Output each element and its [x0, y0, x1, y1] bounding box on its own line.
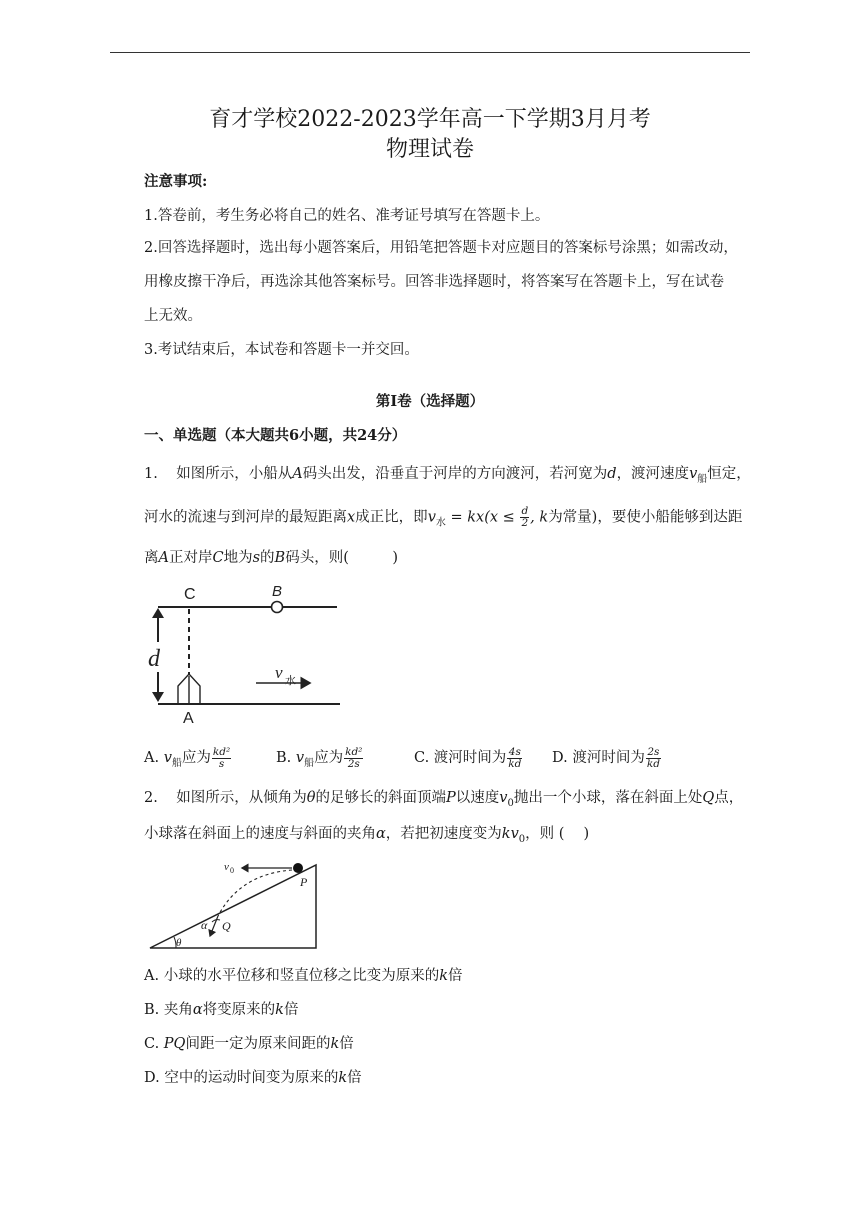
q2-var-theta: θ [306, 790, 316, 806]
q2-var-v: v [499, 790, 508, 806]
option-letter: D. [144, 1070, 160, 1086]
notice-item-3: 3.考试结束后，本试卷和答题卡一并交回。 [144, 342, 419, 358]
q1-figure [140, 582, 350, 727]
option-sub: 船 [171, 757, 182, 769]
q2-line-1 [144, 788, 754, 814]
option-text: 倍 [448, 968, 463, 984]
q1-var-s: s [252, 550, 261, 566]
option-var: α [192, 1002, 203, 1018]
fraction-numerator: kd² [345, 745, 363, 758]
option-var: PQ [163, 1036, 186, 1052]
part-title: 第I卷（选择题） [375, 393, 485, 410]
option-text: 小球的水平位移和竖直位移之比变为原来的 [163, 968, 440, 984]
q2-var-Q: Q [702, 790, 715, 806]
option-letter: B. [276, 750, 292, 766]
q2-var-P: P [446, 790, 456, 806]
label-v0-sub: 0 [230, 866, 234, 875]
q1-option-D[interactable] [552, 744, 662, 772]
q1-var-v: v [427, 509, 436, 526]
option-letter: C. [144, 1036, 160, 1052]
q1-text: 码头出发，沿垂直于河岸的方向渡河，若河宽为 [302, 466, 608, 482]
q1-text: 如图所示，小船从 [176, 466, 293, 482]
q1-var-B: B [274, 550, 286, 566]
fraction-numerator: d [521, 505, 529, 517]
q1-text: 正对岸 [168, 550, 213, 566]
option-var: k [275, 1002, 284, 1018]
label-Q: Q [222, 919, 231, 933]
option-letter: A. [144, 968, 160, 984]
q2-var-kv: kv [501, 826, 519, 842]
q1-var-C: C [212, 550, 224, 566]
option-text: 将变原来的 [202, 1002, 276, 1018]
q1-text: 恒定， [707, 466, 751, 482]
fraction-denominator: kd [508, 757, 522, 770]
option-text: 倍 [347, 1070, 362, 1086]
option-letter: B. [144, 1002, 160, 1018]
q1-sub: 水 [435, 517, 446, 529]
dock-B-marker [272, 602, 283, 613]
option-var: k [330, 1036, 340, 1052]
q2-sub: 0 [518, 833, 526, 845]
fraction-denominator: kd [646, 757, 660, 770]
q1-option-A[interactable] [144, 744, 232, 778]
label-d: d [148, 646, 160, 672]
q1-formula: = kx(x ≤ [445, 509, 520, 526]
option-text: 倍 [339, 1036, 354, 1052]
option-letter: C. [414, 750, 430, 766]
option-text: 渡河时间为 [433, 750, 507, 766]
q1-text: 离 [144, 550, 159, 566]
notice-item-2-line-2: 用橡皮擦干净后，再选涂其他答案标号。回答非选择题时，将答案写在答题卡上，写在试卷 [144, 274, 724, 290]
q1-line-1 [144, 464, 754, 490]
q1-text: 的 [260, 550, 275, 566]
q1-formula: , k [530, 509, 549, 526]
q1-text: 地为 [223, 550, 253, 566]
q1-var-A: A [158, 550, 169, 566]
exam-title: 育才学校2022-2023学年高一下学期3月月考 [209, 107, 651, 132]
q1-number: 1. [144, 466, 158, 482]
q2-option-A[interactable] [144, 966, 754, 986]
q2-text: 小球落在斜面上的速度与斜面的夹角 [144, 826, 376, 842]
q2-text: 点， [714, 790, 744, 806]
option-text: 倍 [283, 1002, 299, 1018]
option-fraction [507, 747, 522, 770]
option-text: 夹角 [163, 1002, 193, 1018]
option-fraction [646, 747, 661, 770]
option-text: 空中的运动时间变为原来的 [164, 1070, 339, 1086]
q1-line-2 [144, 506, 754, 533]
header-rule [110, 52, 750, 53]
q1-text: 为常量)，要使小船能够到达距 [548, 509, 743, 526]
q2-option-B[interactable] [144, 1000, 754, 1020]
q1-option-C[interactable] [414, 744, 523, 772]
q2-var-alpha: α [376, 826, 386, 842]
q1-var-d: d [607, 466, 617, 482]
option-letter: D. [552, 750, 568, 766]
notice-heading: 注意事项: [144, 173, 208, 190]
q2-figure [140, 852, 330, 954]
label-B: B [272, 583, 283, 600]
q1-text: 成正比，即 [355, 509, 428, 526]
ball-icon [293, 863, 303, 873]
q2-number: 2. [144, 790, 158, 806]
q2-text: 的足够长的斜面顶端 [315, 790, 447, 806]
q1-text: 河水的流速与到河岸的最短距离 [144, 509, 347, 526]
q2-sub: 0 [507, 797, 514, 809]
q1-fraction [520, 506, 529, 529]
fraction-denominator: 2 [521, 517, 529, 529]
q1-text: ，渡河速度 [616, 466, 690, 482]
label-A: A [183, 710, 194, 727]
q2-option-C[interactable] [144, 1034, 754, 1054]
q2-text: 抛出一个小球，落在斜面上处 [513, 790, 703, 806]
fraction-numerator: 4s [508, 745, 521, 758]
notice-item-2-line-1: 2.回答选择题时，选出每小题答案后，用铅笔把答题卡对应题目的答案标号涂黑；如需改动， [144, 240, 738, 256]
fraction-denominator: s [218, 757, 225, 770]
q2-text: 以速度 [455, 790, 500, 806]
fraction-denominator: 2s [347, 757, 360, 770]
q2-text: 如图所示，从倾角为 [176, 790, 307, 806]
option-sub: 船 [304, 757, 315, 769]
q1-option-B[interactable] [276, 744, 364, 778]
option-var: k [439, 968, 448, 984]
q1-line-3 [144, 548, 754, 568]
option-var: v [163, 750, 172, 766]
width-arrow-up-head [152, 608, 164, 618]
option-fraction [344, 747, 363, 770]
fraction-numerator: 2s [647, 745, 660, 758]
label-P: P [300, 875, 308, 889]
option-var: k [338, 1070, 348, 1086]
option-letter: A. [144, 750, 160, 766]
label-theta: θ [176, 937, 182, 949]
option-text: 应为 [314, 750, 344, 766]
fraction-numerator: kd² [212, 745, 231, 758]
landing-velocity-arrow [210, 916, 218, 936]
q1-text: 码头，则( ) [285, 550, 399, 566]
question-type-heading: 一、单选题（本大题共6小题，共24分） [144, 427, 407, 444]
option-text: 应为 [181, 750, 211, 766]
label-v0: v [224, 861, 229, 873]
q1-var-v: v [689, 466, 698, 482]
notice-item-2-line-3: 上无效。 [144, 308, 202, 324]
label-C: C [184, 586, 196, 603]
q2-line-2 [144, 824, 754, 850]
exam-subtitle: 物理试卷 [385, 137, 474, 162]
width-arrow-down-head [152, 692, 164, 702]
q2-text: ，则 ( ) [525, 826, 590, 842]
q1-var-x: x [347, 509, 356, 526]
option-fraction [212, 747, 231, 770]
label-v-water: v [275, 663, 283, 682]
option-text: 渡河时间为 [572, 750, 645, 766]
label-alpha: α [201, 918, 208, 932]
label-v-water-sub: 水 [285, 675, 296, 687]
option-text: 间距一定为原来间距的 [185, 1036, 331, 1052]
q1-var-A: A [292, 466, 303, 482]
q1-sub: 船 [697, 473, 708, 485]
q2-option-D[interactable] [144, 1068, 754, 1088]
option-var: v [295, 750, 305, 766]
notice-item-1: 1.答卷前，考生务必将自己的姓名、准考证号填写在答题卡上。 [144, 208, 550, 224]
incline-triangle [150, 865, 316, 948]
q2-text: ，若把初速度变为 [385, 826, 502, 842]
